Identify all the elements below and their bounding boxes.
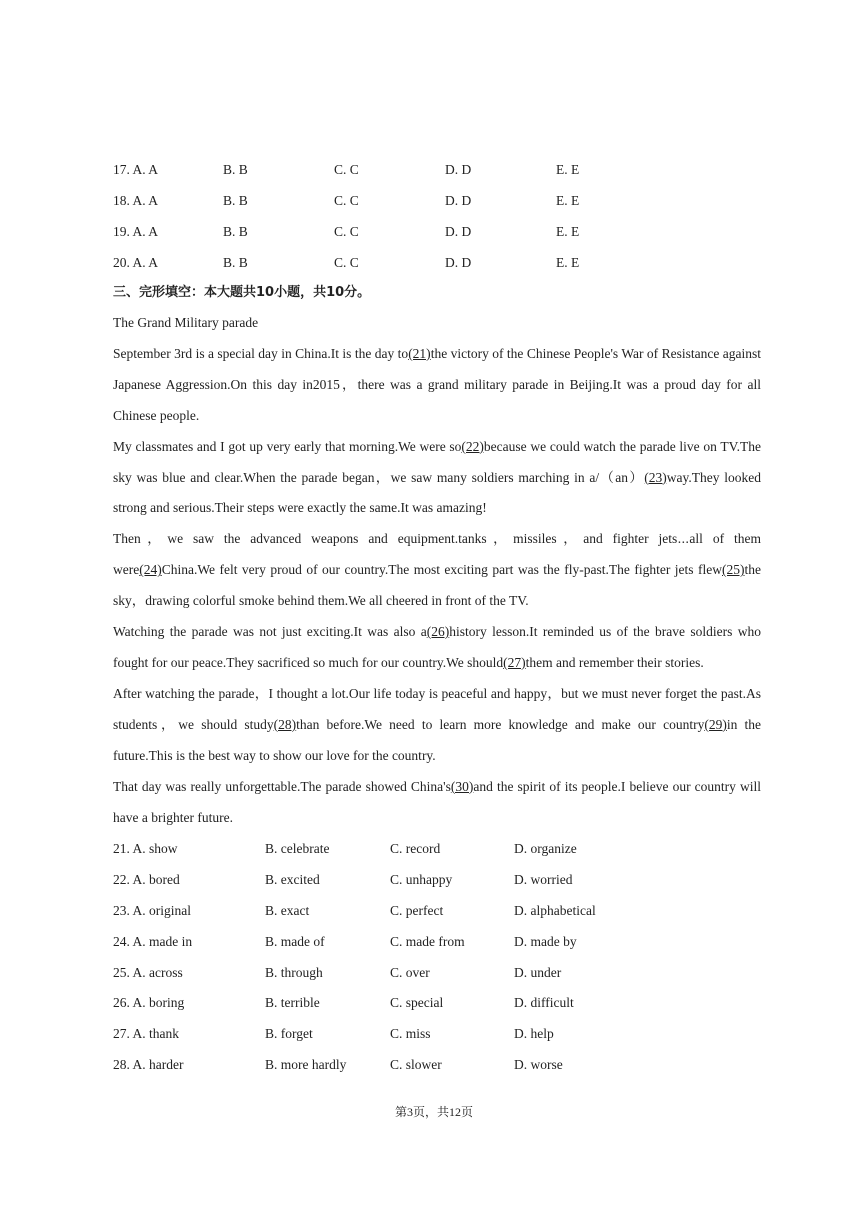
question-row-26 — [113, 987, 763, 1018]
option-d: D. help — [514, 1026, 554, 1041]
answer-row-19 — [113, 216, 763, 247]
question-row-22 — [113, 864, 763, 895]
option-a: 17. A. A — [113, 162, 159, 177]
option-a: 24. A. made in — [113, 934, 193, 949]
blank-22: (22) — [461, 438, 484, 454]
option-c: C. record — [390, 841, 441, 856]
option-d: D. worried — [514, 872, 573, 887]
option-e: E. E — [556, 162, 580, 177]
blank-24: (24) — [139, 562, 162, 578]
blank-21: (21) — [408, 345, 431, 361]
option-e: E. E — [556, 224, 580, 239]
option-a: 19. A. A — [113, 224, 159, 239]
option-b: B. forget — [265, 1026, 313, 1041]
answer-row-20 — [113, 247, 763, 278]
paragraph-6: That day was really unforgettable.The parade showed China's(30)and the spirit of its people.I believe our country will have a brighter future. — [113, 778, 761, 825]
question-row-28 — [113, 1049, 763, 1080]
question-row-23 — [113, 895, 763, 926]
option-a: 28. A. harder — [113, 1057, 184, 1072]
option-a: 23. A. original — [113, 903, 192, 918]
option-b: B. B — [223, 162, 248, 177]
cloze-passage — [113, 308, 761, 833]
option-d: D. D — [445, 162, 472, 177]
option-d: D. D — [445, 255, 472, 270]
option-b: B. made of — [265, 934, 325, 949]
option-b: B. more hardly — [265, 1057, 347, 1072]
option-d: D. alphabetical — [514, 903, 596, 918]
option-b: B. terrible — [265, 995, 320, 1010]
option-d: D. difficult — [514, 995, 574, 1010]
paragraph-5: After watching the parade，I thought a lot.Our life today is peaceful and happy，but we must never forget the past.As students，we should study(28)than before.We need to learn more knowledge and make our country(29)in the future.This is the best way to show our love for the country. — [113, 685, 761, 763]
option-a: 25. A. across — [113, 965, 183, 980]
option-c: C. C — [334, 162, 359, 177]
option-c: C. unhappy — [390, 872, 453, 887]
passage-title: The Grand Military parade — [113, 315, 259, 330]
blank-30: (30) — [450, 778, 474, 794]
option-b: B. B — [223, 193, 248, 208]
blank-28: (28) — [273, 716, 297, 732]
option-c: C. miss — [390, 1026, 431, 1041]
option-a: 22. A. bored — [113, 872, 180, 887]
blank-25: (25) — [722, 562, 745, 578]
page-number: 第3页，共12页 — [394, 1105, 473, 1119]
option-a: 20. A. A — [113, 255, 159, 270]
blank-29: (29) — [704, 716, 727, 732]
option-d: D. made by — [514, 934, 577, 949]
paragraph-1: September 3rd is a special day in China.It is the day to(21)the victory of the Chinese People's War of Resistance against Japanese Aggression.On this day in2015，there was a grand military parade in Beijing.It was a proud day for all Chinese people. — [113, 345, 761, 423]
option-a: 27. A. thank — [113, 1026, 180, 1041]
question-row-24 — [113, 926, 763, 957]
option-c: C. C — [334, 255, 359, 270]
question-row-27 — [113, 1018, 763, 1049]
option-a: 21. A. show — [113, 841, 178, 856]
option-b: B. through — [265, 965, 323, 980]
paragraph-3: Then，we saw the advanced weapons and equipment.tanks，missiles，and fighter jets⋯all of them were(24)China.We felt very proud of our country.The most exciting part was the fly-past.The fighter jets flew(25)the sky，drawing colorful smoke behind them.We all cheered in front of the TV. — [113, 531, 761, 609]
question-row-25 — [113, 957, 763, 988]
option-c: C. made from — [390, 934, 465, 949]
option-b: B. celebrate — [265, 841, 330, 856]
blank-26: (26) — [426, 624, 450, 640]
option-d: D. worse — [514, 1057, 563, 1072]
option-a: 26. A. boring — [113, 995, 185, 1010]
paragraph-4: Watching the parade was not just exciting.It was also a(26)history lesson.It reminded us of the brave soldiers who fought for our peace.They sacrificed so much for our country.We should(27)them and remember their stories. — [113, 624, 761, 670]
option-c: C. over — [390, 965, 430, 980]
option-c: C. perfect — [390, 903, 444, 918]
option-e: E. E — [556, 255, 580, 270]
option-b: B. B — [223, 255, 248, 270]
option-c: C. C — [334, 224, 359, 239]
option-e: E. E — [556, 193, 580, 208]
option-c: C. slower — [390, 1057, 442, 1072]
blank-23: (23) — [644, 469, 667, 485]
option-b: B. B — [223, 224, 248, 239]
section-heading: 三、完形填空：本大题共10小题，共10分。 — [113, 285, 371, 300]
option-a: 18. A. A — [113, 193, 159, 208]
option-d: D. D — [445, 224, 472, 239]
option-d: D. D — [445, 193, 472, 208]
option-c: C. C — [334, 193, 359, 208]
blank-27: (27) — [503, 654, 526, 670]
option-b: B. exact — [265, 903, 310, 918]
paragraph-2: My classmates and I got up very early that morning.We were so(22)because we could watch the parade live on TV.The sky was blue and clear.When the parade began，we saw many soldiers marching in a/（an）(23)way.They looked strong and serious.Their steps were exactly the same.It was amazing! — [113, 438, 761, 516]
option-d: D. under — [514, 965, 562, 980]
option-b: B. excited — [265, 872, 320, 887]
question-row-21 — [113, 833, 763, 864]
option-d: D. organize — [514, 841, 577, 856]
answer-row-17 — [113, 154, 763, 185]
answer-row-18 — [113, 185, 763, 216]
option-c: C. special — [390, 995, 444, 1010]
